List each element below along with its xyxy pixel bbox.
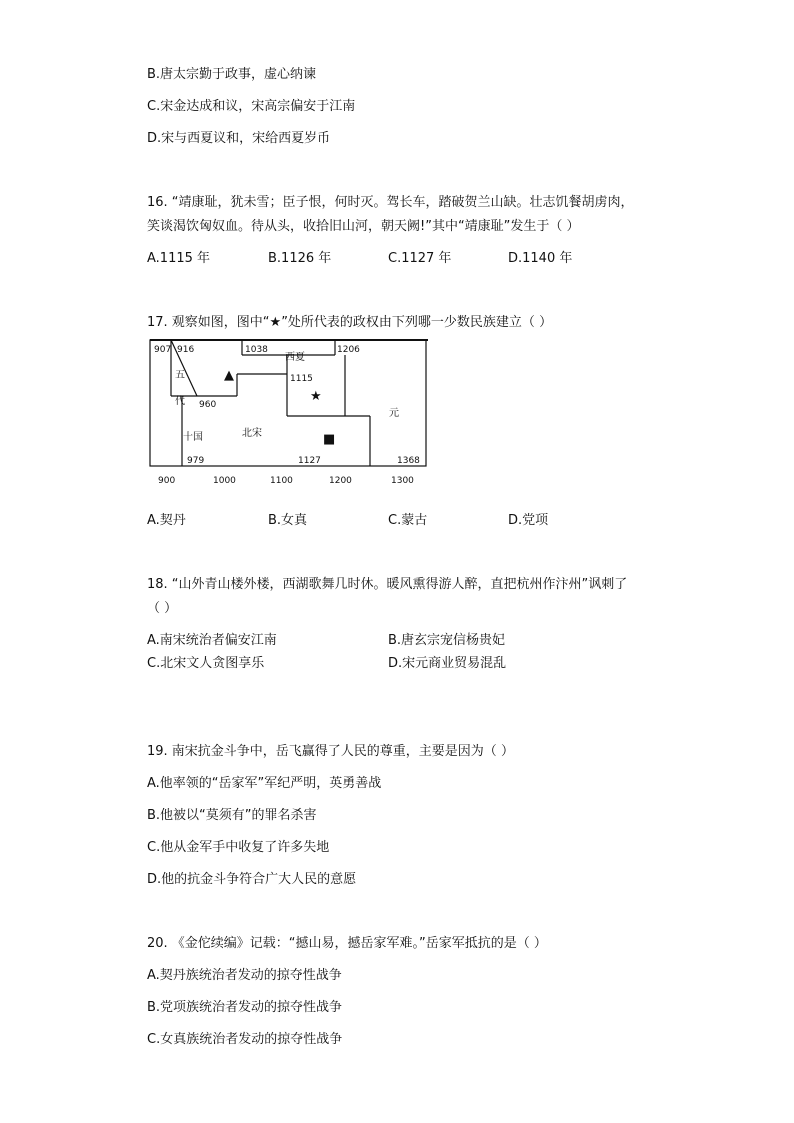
star-symbol: ★ — [310, 389, 322, 404]
q20-option-a: A.契丹族统治者发动的掠夺性战争 — [147, 968, 342, 983]
q16-option-b: B.1126 年 — [268, 251, 332, 266]
q17-stem: 17. 观察如图，图中“★”处所代表的政权由下列哪一少数民族建立（ ） — [147, 315, 553, 330]
year-label-1368: 1368 — [397, 456, 420, 466]
axis-tick-1000: 1000 — [213, 476, 236, 486]
q18-stem-line2: （ ） — [147, 601, 178, 616]
region-label-dai: 代 — [175, 396, 185, 407]
q16-option-a: A.1115 年 — [147, 251, 211, 266]
q17-option-d: D.党项 — [508, 513, 549, 528]
region-label-yuan: 元 — [389, 408, 399, 419]
year-label-1038: 1038 — [245, 345, 268, 355]
axis-tick-900: 900 — [158, 476, 176, 486]
q17-option-b: B.女真 — [268, 513, 308, 528]
year-label-960: 960 — [199, 400, 217, 410]
square-symbol: ■ — [323, 432, 336, 447]
q18-option-c: C.北宋文人贪图享乐 — [147, 656, 265, 671]
q17-option-a: A.契丹 — [147, 513, 186, 528]
q16-option-c: C.1127 年 — [388, 251, 452, 266]
year-label-1115: 1115 — [290, 374, 313, 384]
year-label-1127: 1127 — [298, 456, 321, 466]
year-label-979: 979 — [187, 456, 205, 466]
option-b-prev: B.唐太宗勤于政事，虚心纳谏 — [147, 67, 317, 82]
q20-option-c: C.女真族统治者发动的掠夺性战争 — [147, 1032, 343, 1047]
q18-option-b: B.唐玄宗宠信杨贵妃 — [388, 633, 506, 648]
q19-option-b: B.他被以“莫须有”的罪名杀害 — [147, 808, 317, 823]
option-c-prev: C.宋金达成和议，宋高宗偏安于江南 — [147, 99, 356, 114]
q18-stem-line1: 18. “山外青山楼外楼，西湖歌舞几时休。暖风熏得游人醉，直把杭州作汴州”讽刺了 — [147, 577, 628, 592]
year-label-907: 907 — [154, 345, 172, 355]
axis-tick-1300: 1300 — [391, 476, 414, 486]
year-label-916: 916 — [177, 345, 195, 355]
q16-stem-line2: 笑谈渴饮匈奴血。待从头，收拾旧山河，朝天阙!”其中“靖康耻”发生于（ ） — [147, 219, 580, 234]
q19-option-c: C.他从金军手中收复了许多失地 — [147, 840, 330, 855]
q18-option-d: D.宋元商业贸易混乱 — [388, 656, 507, 671]
region-label-ten-kingdoms: 十国 — [183, 432, 203, 443]
region-label-northern-song: 北宋 — [242, 428, 262, 439]
q19-stem: 19. 南宋抗金斗争中，岳飞赢得了人民的尊重，主要是因为（ ） — [147, 744, 514, 759]
q20-option-b: B.党项族统治者发动的掠夺性战争 — [147, 1000, 343, 1015]
q19-option-d: D.他的抗金斗争符合广大人民的意愿 — [147, 872, 357, 887]
q19-option-a: A.他率领的“岳家军”军纪严明，英勇善战 — [147, 776, 382, 791]
region-label-wu: 五 — [175, 370, 185, 381]
q16-option-d: D.1140 年 — [508, 251, 573, 266]
q17-timeline-map — [145, 336, 435, 488]
q18-option-a: A.南宋统治者偏安江南 — [147, 633, 277, 648]
axis-tick-1200: 1200 — [329, 476, 352, 486]
axis-tick-1100: 1100 — [270, 476, 293, 486]
option-d-prev: D.宋与西夏议和，宋给西夏岁币 — [147, 131, 331, 146]
year-label-1206: 1206 — [337, 345, 360, 355]
q20-stem: 20. 《金佗续编》记载：“撼山易，撼岳家军难。”岳家军抵抗的是（ ） — [147, 936, 547, 951]
q16-stem-line1: 16. “靖康耻，犹未雪；臣子恨，何时灭。驾长车，踏破贺兰山缺。壮志饥餐胡虏肉， — [147, 195, 634, 210]
region-label-xixia: 西夏 — [285, 352, 305, 363]
triangle-symbol: ▲ — [224, 368, 234, 383]
q17-option-c: C.蒙古 — [388, 513, 428, 528]
